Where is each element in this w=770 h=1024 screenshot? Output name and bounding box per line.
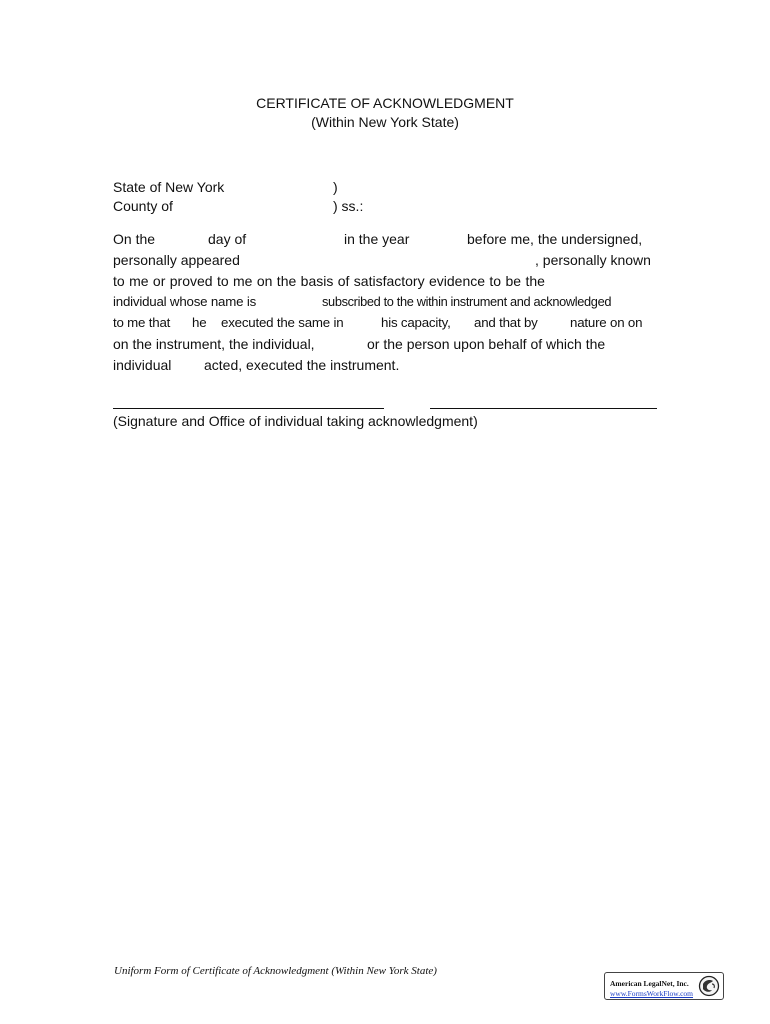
signature-caption: (Signature and Office of individual taking acknowledgment) bbox=[113, 413, 478, 429]
text-and-that-by: and that by bbox=[474, 315, 538, 330]
text-personally-appeared: personally appeared bbox=[113, 252, 240, 268]
publisher-badge bbox=[604, 972, 724, 1000]
text-personally-known: , personally known bbox=[535, 252, 651, 268]
title-line-2: (Within New York State) bbox=[311, 114, 459, 130]
signature-line-right bbox=[430, 408, 657, 409]
venue-state: State of New York bbox=[113, 179, 225, 195]
venue-ss: ) ss.: bbox=[333, 198, 364, 214]
venue-county: County of bbox=[113, 198, 173, 214]
text-he: he bbox=[192, 315, 207, 330]
text-executed-same-in: executed the same in bbox=[221, 315, 344, 330]
text-nature-on-on: nature on on bbox=[570, 315, 643, 330]
text-his-capacity: his capacity, bbox=[381, 315, 451, 330]
text-acted: acted, executed the instrument. bbox=[204, 357, 400, 373]
text-before-me: before me, the undersigned, bbox=[467, 231, 643, 247]
footer-form-title: Uniform Form of Certificate of Acknowledgment (Within New York State) bbox=[114, 965, 437, 977]
text-line-3: to me or proved to me on the basis of satisfactory evidence to be the bbox=[113, 273, 545, 289]
document-title bbox=[0, 94, 770, 132]
text-subscribed: subscribed to the within instrument and acknowledged bbox=[322, 294, 612, 309]
text-on-the: On the bbox=[113, 231, 156, 247]
signature-line-left bbox=[113, 408, 384, 409]
title-line-1: CERTIFICATE OF ACKNOWLEDGMENT bbox=[256, 95, 514, 111]
venue-paren: ) bbox=[333, 179, 338, 195]
text-in-the-year: in the year bbox=[344, 231, 410, 247]
text-to-me-that: to me that bbox=[113, 315, 171, 330]
text-day-of: day of bbox=[208, 231, 247, 247]
publisher-link[interactable]: www.FormsWorkFlow.com bbox=[610, 989, 694, 998]
globe-logo-icon bbox=[698, 975, 720, 997]
text-or-person: or the person upon behalf of which the bbox=[367, 336, 606, 352]
text-on-instrument: on the instrument, the individual, bbox=[113, 336, 315, 352]
text-individual: individual bbox=[113, 357, 172, 373]
text-whose-name-is: individual whose name is bbox=[113, 294, 257, 309]
publisher-name: American LegalNet, Inc. bbox=[610, 979, 689, 988]
